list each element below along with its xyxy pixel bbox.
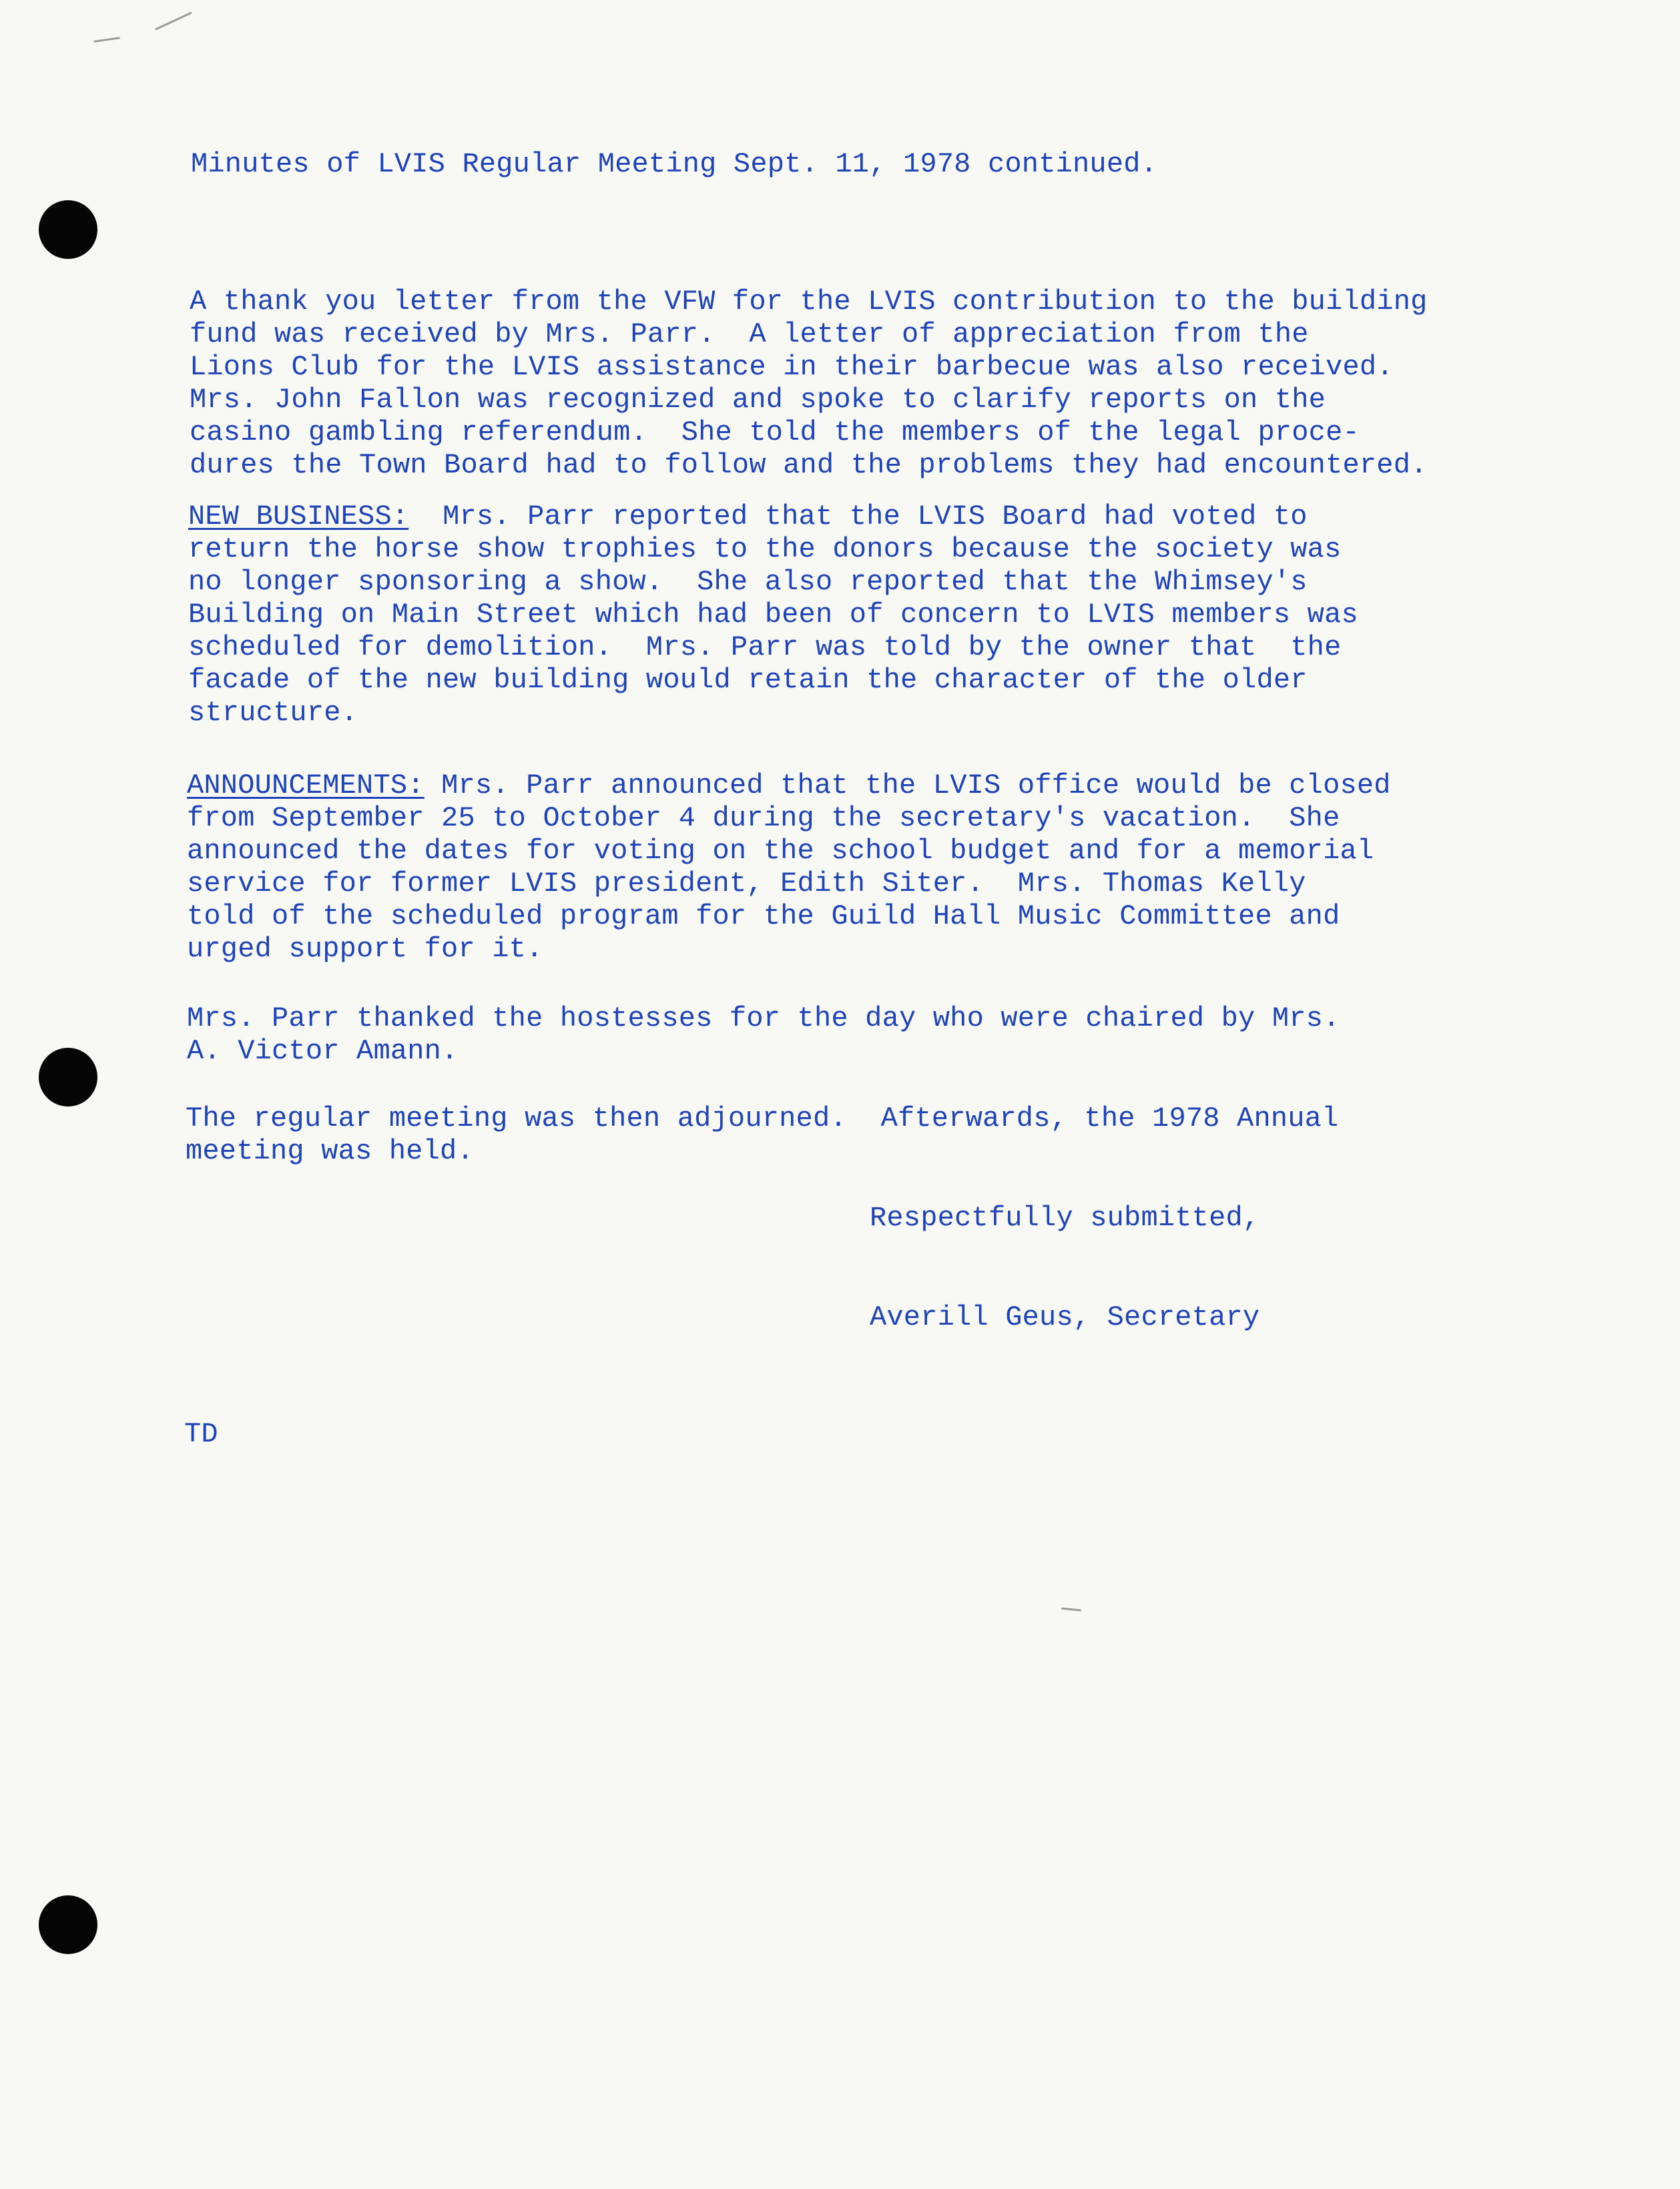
new-business-line-5: scheduled for demolition. Mrs. Parr was told by the owner that the <box>188 631 1342 663</box>
announcements-first-line: Mrs. Parr announced that the LVIS office would be closed <box>424 769 1391 802</box>
announcements-line-5: told of the scheduled program for the Guild Hall Music Committee and <box>187 900 1340 932</box>
new-business-label: NEW BUSINESS: <box>188 501 409 533</box>
adjourn-line-1: The regular meeting was then adjourned. Afterwards, the 1978 Annual <box>186 1103 1339 1135</box>
closing: Respectfully submitted, <box>870 1202 1260 1234</box>
paper-mark <box>155 11 192 30</box>
announcements-line-6: urged support for it. <box>187 933 543 965</box>
new-business-line-3: no longer sponsoring a show. She also reported that the Whimsey's <box>188 566 1308 598</box>
para1-line-4: Mrs. John Fallon was recognized and spoke to clarify reports on the <box>190 384 1326 416</box>
para1-line-5: casino gambling referendum. She told the members of the legal proce- <box>190 416 1360 448</box>
document-heading: Minutes of LVIS Regular Meeting Sept. 11, 1978 continued. <box>191 148 1158 180</box>
paper-mark <box>1061 1607 1081 1611</box>
announcements-label: ANNOUNCEMENTS: <box>187 769 425 802</box>
announcements-line-2: from September 25 to October 4 during the secretary's vacation. She <box>187 802 1340 834</box>
para1-line-2: fund was received by Mrs. Parr. A letter of appreciation from the <box>190 318 1309 350</box>
punch-hole-top <box>39 200 97 259</box>
adjourn-line-2: meeting was held. <box>186 1135 474 1167</box>
announcements-line-4: service for former LVIS president, Edith Siter. Mrs. Thomas Kelly <box>187 868 1306 900</box>
signature: Averill Geus, Secretary <box>870 1301 1260 1333</box>
punch-hole-middle <box>39 1048 97 1107</box>
thanks-line-2: A. Victor Amann. <box>187 1035 459 1067</box>
typist-initials: TD <box>184 1418 218 1450</box>
para1-line-3: Lions Club for the LVIS assistance in their barbecue was also received. <box>190 351 1394 383</box>
para1-line-1: A thank you letter from the VFW for the LVIS contribution to the building <box>190 286 1428 318</box>
punch-hole-bottom <box>39 1895 97 1954</box>
new-business-line-2: return the horse show trophies to the donors because the society was <box>188 533 1342 565</box>
new-business-line-6: facade of the new building would retain the character of the older <box>188 664 1308 696</box>
new-business-line-7: structure. <box>188 697 358 729</box>
new-business-first-line: Mrs. Parr reported that the LVIS Board had voted to <box>408 501 1308 533</box>
announcements-line-1 <box>187 769 1391 802</box>
thanks-line-1: Mrs. Parr thanked the hostesses for the day who were chaired by Mrs. <box>187 1002 1340 1034</box>
new-business-line-4: Building on Main Street which had been of concern to LVIS members was <box>188 599 1358 631</box>
announcements-line-3: announced the dates for voting on the school budget and for a memorial <box>187 835 1374 867</box>
new-business-line-1 <box>188 501 1308 533</box>
para1-line-6: dures the Town Board had to follow and the problems they had encountered. <box>190 449 1428 481</box>
paper-mark <box>93 37 120 43</box>
